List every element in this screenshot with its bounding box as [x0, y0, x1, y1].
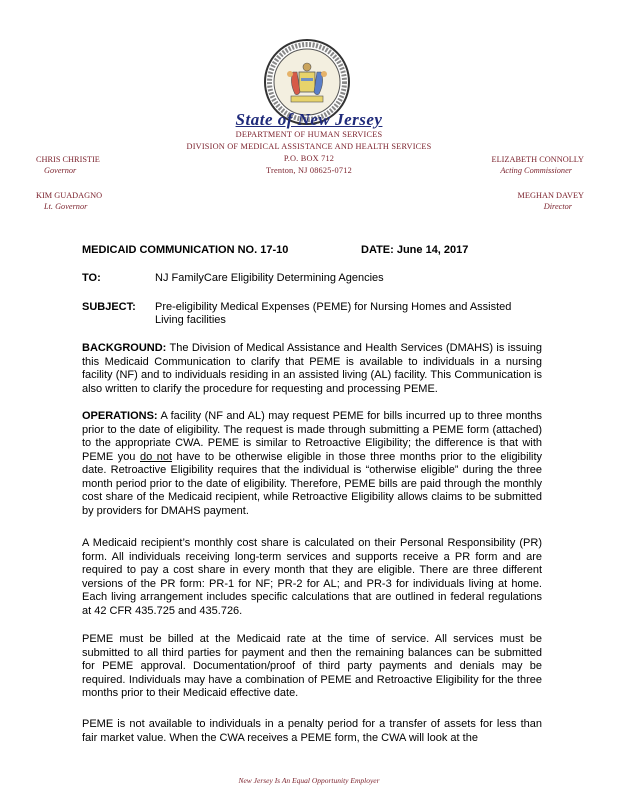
penalty-paragraph: PEME is not available to individuals in a penalty period for a transfer of assets for less than fair market value. When the CWA receives a PEME form, the CWA will look at the	[82, 718, 542, 744]
commissioner-block	[492, 154, 585, 176]
po-box: P.O. BOX 712	[283, 154, 335, 163]
background-text: The Division of Medical Assistance and Health Services (DMAHS) is issuing this Medicaid Communication to clarify that PEME is available to individuals in a nursing facility (NF) and to individuals residing in an assisted living (AL) facility. This Communication is also written to clarify the procedure for requesting and processing PEME.	[82, 342, 542, 395]
lt-governor-name: KIM GUADAGNO	[36, 191, 103, 200]
billing-paragraph: PEME must be billed at the Medicaid rate at the time of service. All services must be submitted to all third parties for payment and then the remaining balances can be submitted for PEME approval. Documentation/proof of third party payments and denials may be required. Individuals may have a combination of PEME and Retroactive Eligibility for the three months prior to their Medicaid effective date.	[82, 633, 542, 699]
department-name: DEPARTMENT OF HUMAN SERVICES	[235, 130, 383, 139]
background-label: BACKGROUND:	[82, 342, 167, 354]
governor-name: CHRIS CHRISTIE	[36, 155, 100, 164]
governor-block	[36, 154, 100, 176]
governor-title: Governor	[44, 166, 77, 175]
communication-number: MEDICAID COMMUNICATION NO. 17-10	[82, 244, 289, 256]
division-name: DIVISION OF MEDICAL ASSISTANCE AND HEALTH SERVICES	[186, 142, 432, 151]
to-value: NJ FamilyCare Eligibility Determining Agencies	[155, 272, 384, 284]
operations-text-a: A facility (NF and AL) may request PEME for bills incurred up to three months prior to the date of eligibility. The request is made through submitting a PEME form (attached) to the appropriate CWA. PEME is similar to Retroactive Eligibility; the difference is that with PEME you	[82, 410, 543, 463]
subject-line-2: Living facilities	[155, 314, 226, 326]
communication-date: DATE: June 14, 2017	[361, 244, 469, 256]
state-name-title: State of New Jersey	[235, 110, 383, 129]
commissioner-name: ELIZABETH CONNOLLY	[491, 155, 584, 164]
subject-line-1: Pre-eligibility Medical Expenses (PEME) for Nursing Homes and Assisted	[155, 301, 512, 313]
operations-underline: do not	[139, 450, 173, 463]
equal-opportunity-footer: New Jersey Is An Equal Opportunity Employer	[238, 776, 380, 785]
to-label: TO:	[82, 272, 101, 284]
cost-share-paragraph: A Medicaid recipient’s monthly cost share is calculated on their Personal Responsibility (PR) form. All individuals receiving long-term services and supports receive a PR form and are required to pay a cost share in every month that they are eligible. There are three different versions of the PR form: PR-1 for NF; PR-2 for AL; and PR-3 for individuals living at home. Each living arrangement includes specific calculations that are outlined in federal regulations at 42 CFR 435.725 and 435.726.	[82, 537, 542, 617]
director-name: MEGHAN DAVEY	[517, 191, 584, 200]
lt-governor-block	[36, 190, 102, 212]
director-block	[518, 190, 584, 212]
lt-governor-title: Lt. Governor	[44, 202, 88, 211]
director-title: Director	[543, 202, 572, 211]
commissioner-title: Acting Commissioner	[500, 166, 572, 175]
background-paragraph	[82, 342, 542, 396]
operations-label: OPERATIONS:	[82, 410, 158, 422]
operations-paragraph	[82, 410, 542, 518]
operations-text-b: have to be otherwise eligible in those three months prior to the eligibility date. Retroactive Eligibility requires that the individual is “otherwise eligible” during the three month period prior to the date of eligibility. Therefore, PEME bills are paid through the monthly cost share of the Medicaid recipient, while Retroactive Eligibility allows claims to be submitted by providers for DMAHS payment.	[82, 450, 543, 517]
city-address: Trenton, NJ 08625-0712	[266, 166, 352, 175]
subject-label: SUBJECT:	[82, 301, 136, 313]
